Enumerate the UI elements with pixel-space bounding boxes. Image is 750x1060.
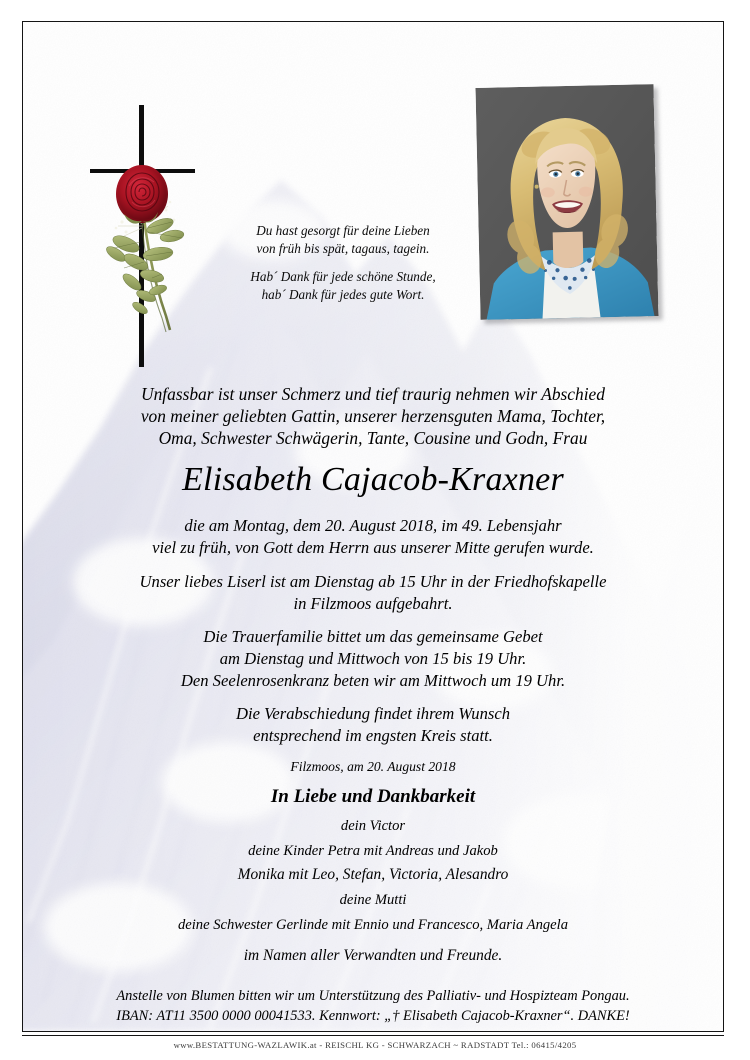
footer-divider (22, 1035, 724, 1036)
laying-out-line-1: Unser liebes Liserl ist am Dienstag ab 15 Uhr in der Friedhofskapelle (139, 572, 607, 591)
death-line-1: die am Montag, dem 20. August 2018, im 49. Lebensjahr (184, 516, 562, 535)
donation-line-1: Anstelle von Blumen bitten wir um Unterstützung des Palliativ- und Hospizteam Pongau. (116, 988, 630, 1004)
prayer-line-1: Die Trauerfamilie bittet um das gemeinsame Gebet (203, 627, 543, 646)
farewell-line-2: entsprechend im engsten Kreis statt. (253, 726, 493, 745)
survivor-line-2: deine Kinder Petra mit Andreas und Jakob (248, 843, 498, 859)
deceased-name: Elisabeth Cajacob-Kraxner (182, 461, 564, 498)
place-and-date: Filzmoos, am 20. August 2018 (290, 759, 456, 774)
prayer-line-3: Den Seelenrosenkranz beten wir am Mittwoch um 19 Uhr. (180, 671, 566, 690)
survivor-line-5: deine Schwester Gerlinde mit Ennio und Francesco, Maria Angela (177, 917, 569, 933)
announcement-line-2: von meiner geliebten Gattin, unserer herzensguten Mama, Tochter, (140, 406, 606, 426)
farewell-line-1: Die Verabschiedung findet ihrem Wunsch (235, 704, 511, 723)
survivor-line-6: im Namen aller Verwandten und Freunde. (243, 947, 503, 964)
poem-line-3: Hab´ Dank für jede schöne Stunde, (250, 269, 436, 285)
announcement-line-3: Oma, Schwester Schwägerin, Tante, Cousine und Godn, Frau (158, 428, 588, 448)
survivor-line-1: dein Victor (340, 818, 406, 834)
announcement-line-1: Unfassbar ist unser Schmerz und tief traurig nehmen wir Abschied (141, 384, 605, 404)
prayer-line-2: am Dienstag und Mittwoch von 15 bis 19 Uhr. (219, 649, 527, 668)
death-line-2: viel zu früh, von Gott dem Herrn aus unserer Mitte gerufen wurde. (152, 538, 594, 557)
donation-line-2: IBAN: AT11 3500 0000 00041533. Kennwort: „† Elisabeth Cajacob-Kraxner“. DANKE! (116, 1008, 630, 1024)
survivor-line-3: Monika mit Leo, Stefan, Victoria, Alesandro (237, 866, 509, 883)
poem-line-1: Du hast gesorgt für deine Lieben (256, 223, 430, 238)
closing-heading: In Liebe und Dankbarkeit (270, 786, 476, 807)
poem-line-2: von früh bis spät, tagaus, tagein. (256, 240, 430, 256)
laying-out-line-2: in Filzmoos aufgebahrt. (293, 594, 453, 613)
poem-block (208, 222, 478, 303)
card-text-content (23, 22, 723, 1031)
funeral-home-imprint: www.BESTATTUNG-WAZLAWIK.at - REISCHL KG - SCHWARZACH ~ RADSTADT Tel.: 06415/4205 (173, 1040, 577, 1050)
poem-line-4: hab´ Dank für jedes gute Wort. (261, 286, 425, 302)
survivor-line-4: deine Mutti (339, 892, 407, 908)
